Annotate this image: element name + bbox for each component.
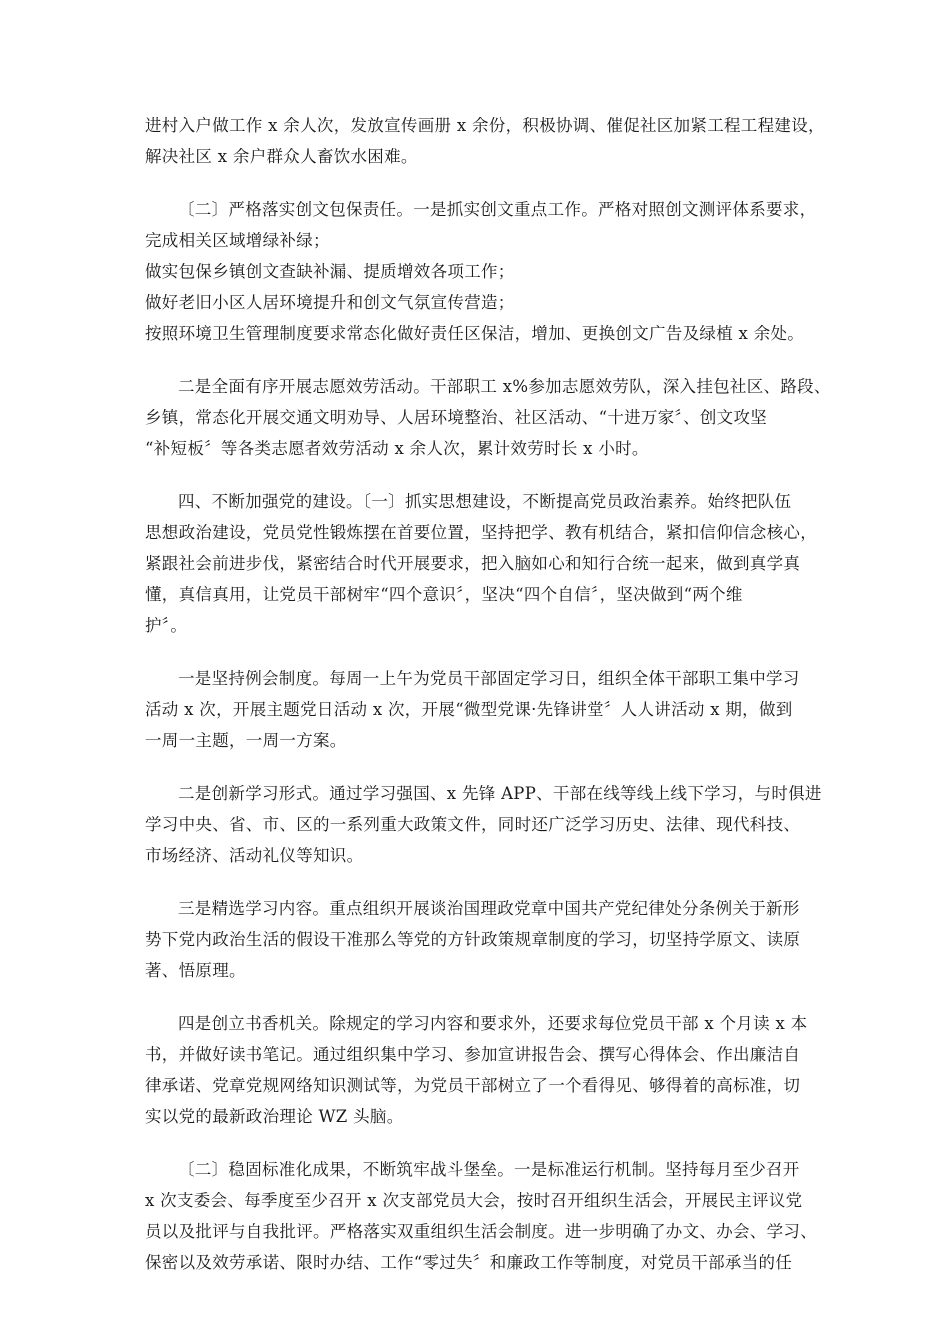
text-line: 按照环境卫生管理制度要求常态化做好责任区保洁，增加、更换创文广告及绿植 x 余处。 <box>145 324 805 343</box>
text-line: 护〞。 <box>145 616 188 635</box>
text-line: 懂，真信真用，让党员干部树牢“四个意识〞，坚决“四个自信〞，坚决做到“两个维 <box>145 585 743 604</box>
text-line: 思想政治建设，党员党性锻炼摆在首要位置，坚持把学、教有机结合，紧扣信仰信念核心， <box>145 523 817 542</box>
text-line: 保密以及效劳承诺、限时办结、工作“零过失〞和廉政工作等制度，对党员干部承当的任 <box>145 1253 793 1272</box>
text-line: “补短板〞等各类志愿者效劳活动 x 余人次，累计效劳时长 x 小时。 <box>145 439 649 458</box>
paragraph-1 <box>145 110 825 172</box>
text-line: 四、不断加强党的建设。〔一〕抓实思想建设，不断提高党员政治素养。始终把队伍 <box>178 492 792 511</box>
text-line: 律承诺、党章党规网络知识测试等，为党员干部树立了一个看得见、够得着的高标准，切 <box>145 1076 801 1095</box>
paragraph-5 <box>145 663 810 756</box>
text-line: 实以党的最新政治理论 WZ 头脑。 <box>145 1107 404 1126</box>
text-line: 书，并做好读书笔记。通过组织集中学习、参加宣讲报告会、撰写心得体会、作出廉洁自 <box>145 1045 801 1064</box>
text-line: 一是坚持例会制度。每周一上午为党员干部固定学习日，组织全体干部职工集中学习 <box>178 669 800 688</box>
text-line: 紧跟社会前进步伐，紧密结合时代开展要求，把入脑如心和知行合统一起来，做到真学真 <box>145 554 801 573</box>
text-line: 活动 x 次，开展主题党日活动 x 次，开展“微型党课·先锋讲堂〞人人讲活动 x 期，做到 <box>145 700 793 719</box>
text-line: 完成相关区域增绿补绿； <box>145 231 330 250</box>
text-line: 势下党内政治生活的假设干准那么等党的方针政策规章制度的学习，切坚持学原文、读原 <box>145 930 801 949</box>
paragraph-2 <box>145 194 817 349</box>
text-line: 做实包保乡镇创文查缺补漏、提质增效各项工作； <box>145 262 515 281</box>
paragraph-7 <box>145 893 810 986</box>
text-line: 市场经济、活动礼仪等知识。 <box>145 846 364 865</box>
paragraph-9 <box>145 1154 817 1278</box>
paragraph-6 <box>145 778 822 871</box>
paragraph-8 <box>145 1008 810 1132</box>
text-line: 员以及批评与自我批评。严格落实双重组织生活会制度。进一步明确了办文、办会、学习、 <box>145 1222 817 1241</box>
text-line: 〔二〕严格落实创文包保责任。一是抓实创文重点工作。严格对照创文测评体系要求， <box>178 200 817 219</box>
paragraph-3 <box>145 371 831 464</box>
text-line: 乡镇，常态化开展交通文明劝导、人居环境整治、社区活动、“十进万家〞、创文攻坚 <box>145 408 768 427</box>
paragraph-4 <box>145 486 817 641</box>
text-line: 学习中央、省、市、区的一系列重大政策文件，同时还广泛学习历史、法律、现代科技、 <box>145 815 801 834</box>
text-line: x 次支委会、每季度至少召开 x 次支部党员大会，按时召开组织生活会，开展民主评议党 <box>145 1191 803 1210</box>
text-line: 一周一主题，一周一方案。 <box>145 731 347 750</box>
text-line: 四是创立书香机关。除规定的学习内容和要求外，还要求每位党员干部 x 个月读 x 本 <box>178 1014 808 1033</box>
text-line: 进村入户做工作 x 余人次，发放宣传画册 x 余份，积极协调、催促社区加紧工程工程建设， <box>145 116 825 135</box>
text-line: 做好老旧小区人居环境提升和创文气氛宣传营造； <box>145 293 515 312</box>
text-line: 二是全面有序开展志愿效劳活动。干部职工 x%参加志愿效劳队，深入挂包社区、路段、 <box>178 377 831 396</box>
text-line: 三是精选学习内容。重点组织开展谈治国理政党章中国共产党纪律处分条例关于新形 <box>178 899 800 918</box>
text-line: 〔二〕稳固标准化成果，不断筑牢战斗堡垒。一是标准运行机制。坚持每月至少召开 <box>178 1160 800 1179</box>
document-page <box>145 110 831 1300</box>
text-line: 二是创新学习形式。通过学习强国、x 先锋 APP、干部在线等线上线下学习，与时俱进 <box>178 784 822 803</box>
text-line: 解决社区 x 余户群众人畜饮水困难。 <box>145 147 418 166</box>
text-line: 著、悟原理。 <box>145 961 246 980</box>
